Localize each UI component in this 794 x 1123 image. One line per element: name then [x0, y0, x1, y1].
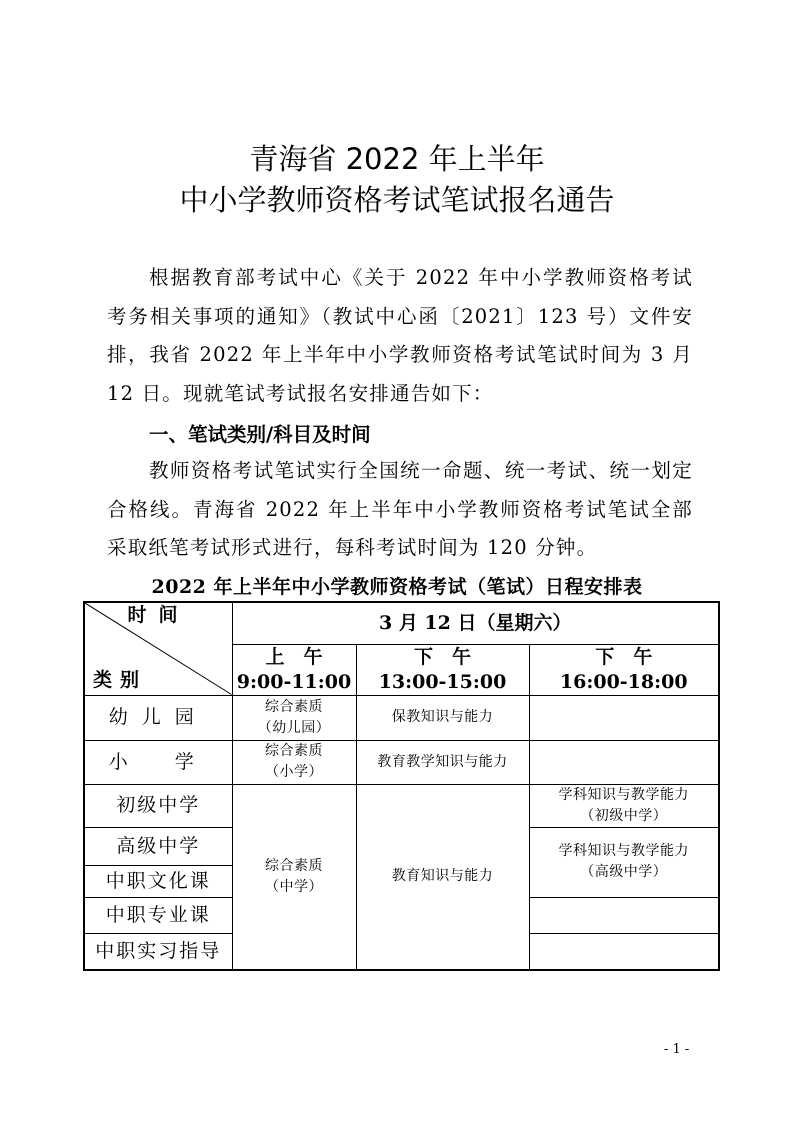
session-time: 9:00-11:00	[236, 670, 352, 693]
corner-category-label: 类别	[93, 668, 148, 691]
category-vocational-culture: 中职文化课	[84, 865, 232, 897]
date-header: 3 月 12 日（星期六）	[232, 602, 719, 644]
category-junior-middle: 初级中学	[84, 784, 232, 827]
subject-line: （幼儿园）	[257, 719, 331, 736]
document-title-line2: 中小学教师资格考试笔试报名通告	[179, 183, 615, 217]
section1-paragraph: 教师资格考试笔试实行全国统一命题、统一考试、统一划定合格线。青海省 2022 年上半年中小学教师资格考试笔试全部采取纸笔考试形式进行，每科考试时间为 120 分钟。	[107, 459, 693, 559]
session-time: 13:00-15:00	[378, 670, 507, 693]
session-period: 下 午	[595, 645, 653, 668]
subject-line: （初级中学）	[580, 807, 668, 824]
session-header-3	[529, 644, 719, 695]
empty-cell	[529, 740, 719, 784]
subject-line: 综合素质	[265, 743, 323, 759]
category-vocational-major: 中职专业课	[84, 897, 232, 933]
empty-cell	[529, 897, 719, 933]
category-vocational-practice: 中职实习指导	[84, 933, 232, 970]
session-period: 下 午	[413, 645, 471, 668]
category-kindergarten: 幼儿园	[84, 695, 232, 740]
session-header-1	[232, 644, 356, 695]
table-row	[84, 740, 719, 784]
mid-knowledge-cell: 教育知识与能力	[356, 784, 529, 970]
subject-line: 综合素质	[265, 698, 323, 715]
table-caption: 2022 年上半年中小学教师资格考试（笔试）日程安排表	[151, 576, 643, 598]
senior-subject-cell	[529, 827, 719, 897]
subject-line: （高级中学）	[580, 864, 668, 880]
empty-cell	[529, 933, 719, 970]
mid-comprehensive-cell	[232, 784, 356, 970]
empty-cell	[529, 695, 719, 740]
junior-subject-cell	[529, 784, 719, 827]
category-senior-middle: 高级中学	[84, 827, 232, 865]
kg-comprehensive-cell	[232, 695, 356, 740]
schedule-table	[83, 601, 720, 971]
subject-line: （小学）	[265, 764, 323, 780]
page-number: - 1 -	[664, 1042, 690, 1057]
subject-line: 学科知识与教学能力	[558, 786, 689, 803]
subject-line: 学科知识与教学能力	[558, 843, 689, 859]
session-header-2	[356, 644, 529, 695]
session-period: 上 午	[265, 645, 323, 668]
subject-line: （中学）	[265, 878, 323, 895]
session-time: 16:00-18:00	[559, 670, 688, 693]
section1-heading: 一、笔试类别/科目及时间	[149, 423, 371, 446]
corner-time-label: 时间	[127, 604, 190, 626]
intro-paragraph: 根据教育部考试中心《关于 2022 年中小学教师资格考试考务相关事项的通知》（教试中心函〔2021〕123 号）文件安排，我省 2022 年上半年中小学教师资格考试笔试时间为 3 月 12 日。现就笔试考试报名安排通告如下：	[107, 266, 693, 405]
table-row	[84, 695, 719, 740]
table-row	[84, 784, 719, 827]
pri-knowledge-cell: 教育教学知识与能力	[356, 740, 529, 784]
document-title-line1: 青海省 2022 年上半年	[249, 142, 545, 176]
category-primary: 小 学	[84, 740, 232, 784]
table-corner-cell	[84, 602, 232, 695]
pri-comprehensive-cell	[232, 740, 356, 784]
subject-line: 综合素质	[265, 857, 323, 874]
kg-knowledge-cell: 保教知识与能力	[356, 695, 529, 740]
